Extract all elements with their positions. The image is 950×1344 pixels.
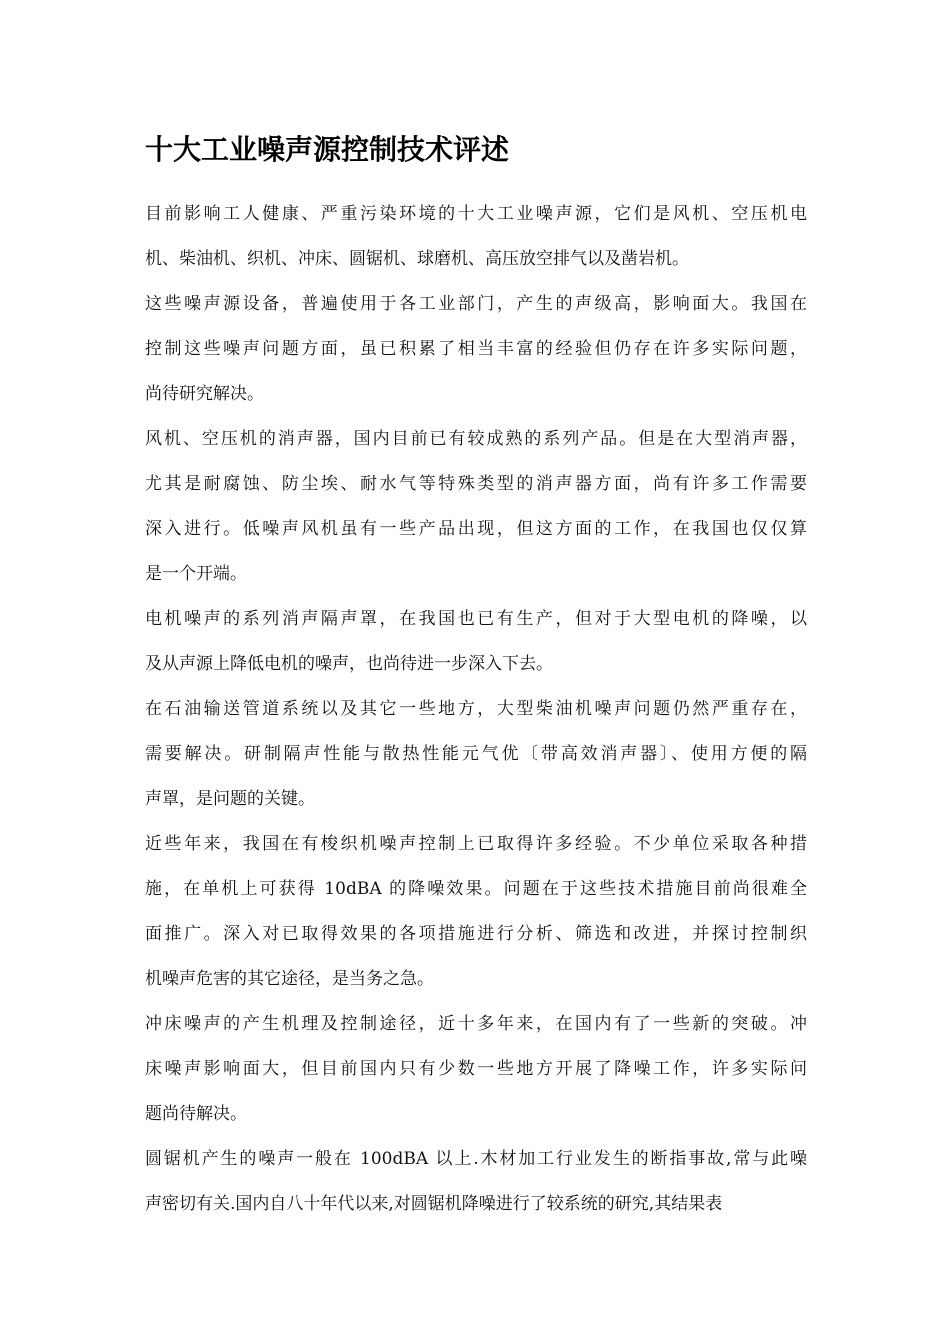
paragraph-line: 深入进行。低噪声风机虽有一些产品出现，但这方面的工作，在我国也仅仅算	[145, 519, 807, 539]
paragraph-line: 控制这些噪声问题方面，虽已积累了相当丰富的经验但仍存在许多实际问题，	[145, 339, 807, 359]
paragraph-line: 及从声源上降低电机的噪声，也尚待进一步深入下去。	[145, 654, 553, 674]
paragraph	[145, 1137, 807, 1227]
paragraph-line: 目前影响工人健康、严重污染环境的十大工业噪声源，它们是风机、空压机电	[145, 204, 807, 224]
document-body	[145, 192, 807, 1227]
paragraph-line: 尤其是耐腐蚀、防尘埃、耐水气等特殊类型的消声器方面，尚有许多工作需要	[145, 474, 807, 494]
paragraph	[145, 282, 807, 417]
paragraph-line: 机、柴油机、织机、冲床、圆锯机、球磨机、高压放空排气以及凿岩机。	[145, 249, 689, 269]
paragraph	[145, 822, 807, 1002]
paragraph-line: 需要解决。研制隔声性能与散热性能元气优〔带高效消声器〕、使用方便的隔	[145, 744, 807, 764]
paragraph-line: 冲床噪声的产生机理及控制途径，近十多年来，在国内有了一些新的突破。冲	[145, 1014, 807, 1034]
paragraph-line: 在石油输送管道系统以及其它一些地方，大型柴油机噪声问题仍然严重存在，	[145, 699, 807, 719]
paragraph-line: 机噪声危害的其它途径，是当务之急。	[145, 969, 434, 989]
paragraph-line: 声罩，是问题的关键。	[145, 789, 315, 809]
paragraph	[145, 417, 807, 597]
paragraph	[145, 687, 807, 822]
paragraph-line: 床噪声影响面大，但目前国内只有少数一些地方开展了降噪工作，许多实际问	[145, 1059, 807, 1079]
paragraph	[145, 192, 807, 282]
paragraph-line: 施，在单机上可获得 10dBA 的降噪效果。问题在于这些技术措施目前尚很难全	[145, 879, 807, 899]
paragraph-line: 圆锯机产生的噪声一般在 100dBA 以上.木材加工行业发生的断指事故,常与此噪	[145, 1149, 807, 1169]
paragraph-line: 题尚待解决。	[145, 1104, 247, 1124]
paragraph-line: 电机噪声的系列消声隔声罩，在我国也已有生产，但对于大型电机的降噪，以	[145, 609, 807, 629]
document-title: 十大工业噪声源控制技术评述	[145, 133, 510, 166]
paragraph-line: 是一个开端。	[145, 564, 247, 584]
paragraph	[145, 1002, 807, 1137]
paragraph-line: 尚待研究解决。	[145, 384, 264, 404]
paragraph-line: 这些噪声源设备，普遍使用于各工业部门，产生的声级高，影响面大。我国在	[145, 294, 807, 314]
paragraph-line: 面推广。深入对已取得效果的各项措施进行分析、筛选和改进，并探讨控制织	[145, 924, 807, 944]
paragraph-line: 声密切有关.国内自八十年代以来,对圆锯机降噪进行了较系统的研究,其结果表	[145, 1194, 723, 1214]
paragraph-line: 近些年来，我国在有梭织机噪声控制上已取得许多经验。不少单位采取各种措	[145, 834, 807, 854]
paragraph-line: 风机、空压机的消声器，国内目前已有较成熟的系列产品。但是在大型消声器，	[145, 429, 807, 449]
paragraph	[145, 597, 807, 687]
